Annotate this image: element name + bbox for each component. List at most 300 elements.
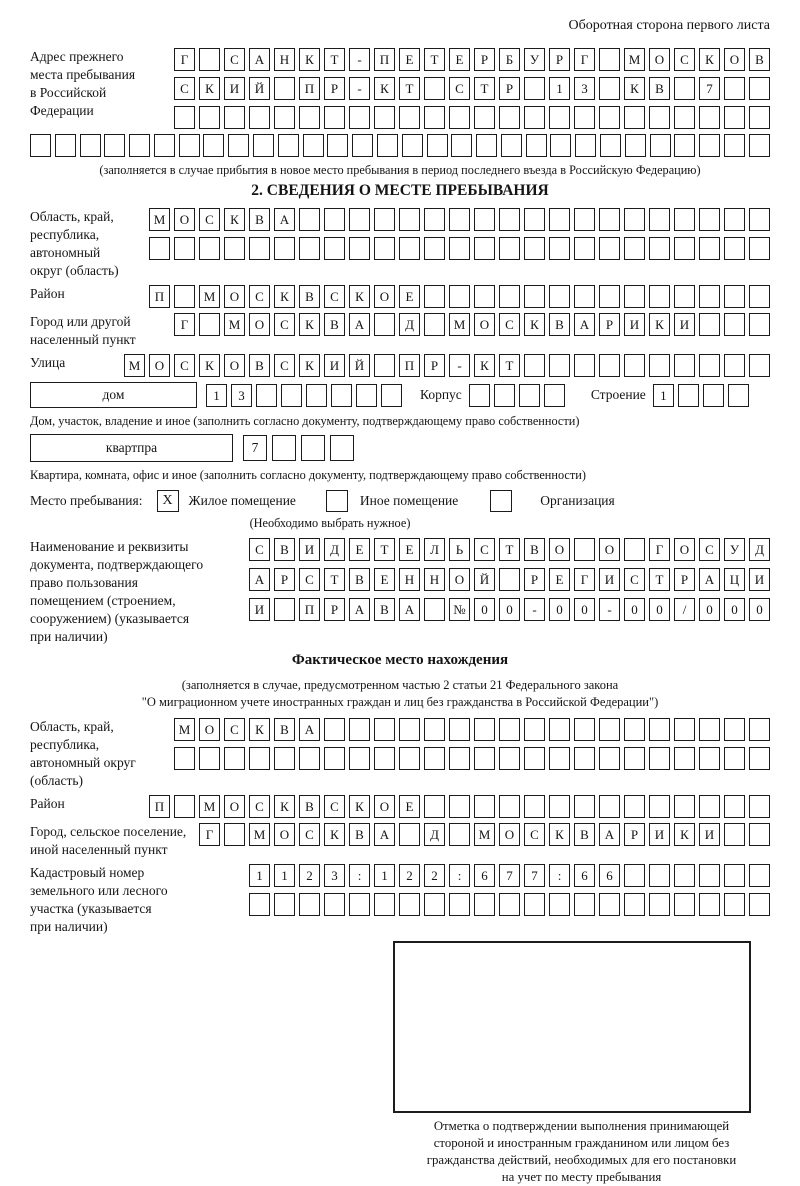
char-cell: К xyxy=(649,313,670,336)
char-cell: К xyxy=(199,77,220,100)
char-cell xyxy=(724,795,745,818)
char-cell: О xyxy=(374,795,395,818)
char-cell: 1 xyxy=(653,384,674,407)
char-cell xyxy=(174,237,195,260)
char-cell xyxy=(674,718,695,741)
char-cell: Н xyxy=(399,568,420,591)
char-cell xyxy=(301,435,325,461)
char-cell: К xyxy=(224,208,245,231)
char-cell: Г xyxy=(574,48,595,71)
char-cell: И xyxy=(649,823,670,846)
char-cell: Е xyxy=(549,568,570,591)
char-cell: Р xyxy=(424,354,445,377)
char-cell: Г xyxy=(174,48,195,71)
char-cell xyxy=(449,893,470,916)
char-row-kadastr-2 xyxy=(249,893,770,916)
char-cell: 1 xyxy=(274,864,295,887)
fact-raion-label: Район xyxy=(30,796,65,811)
char-cell xyxy=(574,718,595,741)
char-cell xyxy=(724,354,745,377)
char-cell: О xyxy=(199,718,220,741)
char-cell xyxy=(174,747,195,770)
char-cell: Ь xyxy=(449,538,470,561)
char-cell xyxy=(129,134,150,157)
char-cell xyxy=(299,237,320,260)
char-cell xyxy=(449,795,470,818)
char-cell: 0 xyxy=(699,598,720,621)
char-cell xyxy=(524,795,545,818)
char-cell: - xyxy=(524,598,545,621)
char-cell xyxy=(724,237,745,260)
char-cell: И xyxy=(699,823,720,846)
char-cell: Р xyxy=(549,48,570,71)
char-cell xyxy=(549,208,570,231)
char-cell xyxy=(574,285,595,308)
fact-title: Фактическое место нахождения xyxy=(291,652,509,668)
prev-address-block xyxy=(30,48,770,129)
char-cell xyxy=(469,384,490,407)
char-cell xyxy=(703,384,724,407)
char-cell: В xyxy=(299,795,320,818)
char-cell: В xyxy=(349,823,370,846)
char-cell: К xyxy=(274,285,295,308)
char-cell xyxy=(174,795,195,818)
char-cell xyxy=(649,893,670,916)
char-cell: С xyxy=(299,568,320,591)
option-label-organizatsiya: Организация xyxy=(540,493,615,508)
char-cell xyxy=(728,384,749,407)
char-cell: О xyxy=(224,354,245,377)
char-cell xyxy=(174,285,195,308)
char-cell: Г xyxy=(199,823,220,846)
char-cell xyxy=(474,237,495,260)
raion-label: Район xyxy=(30,286,65,301)
char-cell: К xyxy=(699,48,720,71)
char-cell xyxy=(399,893,420,916)
char-cell: Й xyxy=(349,354,370,377)
char-cell xyxy=(272,435,296,461)
char-cell: М xyxy=(124,354,145,377)
char-cell xyxy=(449,285,470,308)
char-cell: К xyxy=(274,795,295,818)
char-cell: Р xyxy=(274,568,295,591)
char-cell xyxy=(649,237,670,260)
char-cell xyxy=(724,864,745,887)
char-cell: 0 xyxy=(574,598,595,621)
char-cell: О xyxy=(374,285,395,308)
char-cell xyxy=(724,106,745,129)
char-cell: С xyxy=(249,285,270,308)
char-cell: П xyxy=(149,795,170,818)
char-cell xyxy=(544,384,565,407)
oblast-label: Область, край, республика, автономный округ (область) xyxy=(30,209,119,278)
char-cell: А xyxy=(699,568,720,591)
char-cell xyxy=(474,208,495,231)
char-cell xyxy=(449,237,470,260)
char-cell xyxy=(356,384,377,407)
char-cell: 7 xyxy=(499,864,520,887)
char-cell xyxy=(699,795,720,818)
char-cell: Д xyxy=(324,538,345,561)
char-cell xyxy=(501,134,522,157)
fact-oblast-block xyxy=(30,718,770,790)
char-cell xyxy=(399,208,420,231)
char-row-doc-1 xyxy=(249,538,770,561)
char-cell xyxy=(599,747,620,770)
char-cell xyxy=(624,747,645,770)
char-cell xyxy=(624,237,645,260)
char-cell: 0 xyxy=(649,598,670,621)
char-cell: 0 xyxy=(624,598,645,621)
char-cell xyxy=(327,134,348,157)
char-cell xyxy=(649,864,670,887)
char-cell: Г xyxy=(649,538,670,561)
char-cell xyxy=(519,384,540,407)
char-cell xyxy=(499,106,520,129)
char-cell xyxy=(724,285,745,308)
prev-address-note: (заполняется в случае прибытия в новое место пребывания в период последнего въезда в Российскую Федерацию) xyxy=(99,163,701,177)
char-cell: - xyxy=(449,354,470,377)
char-cell xyxy=(374,237,395,260)
char-cell xyxy=(352,134,373,157)
char-cell xyxy=(549,795,570,818)
char-cell: О xyxy=(274,823,295,846)
char-cell xyxy=(674,354,695,377)
char-cell xyxy=(600,134,621,157)
char-cell xyxy=(494,384,515,407)
char-cell xyxy=(424,598,445,621)
fact-note: (заполняется в случае, предусмотренном частью 2 статьи 21 Федерального закона "О миграционном учете иностранных граждан и лиц без гражданства в Российской Федерации") xyxy=(141,678,659,709)
char-cell xyxy=(224,823,245,846)
char-cell xyxy=(399,718,420,741)
char-cell xyxy=(199,313,220,336)
char-cell xyxy=(749,208,770,231)
char-row-doc-2 xyxy=(249,568,770,591)
char-cell: Е xyxy=(349,538,370,561)
char-cell: С xyxy=(274,313,295,336)
char-cell xyxy=(699,354,720,377)
prev-address-label: Адрес прежнего места пребывания в Российской Федерации xyxy=(30,49,136,118)
char-cell: О xyxy=(649,48,670,71)
char-cell xyxy=(424,893,445,916)
char-cell: 1 xyxy=(206,384,227,407)
char-cell: Н xyxy=(274,48,295,71)
char-cell xyxy=(424,718,445,741)
char-cell xyxy=(749,747,770,770)
char-cell: С xyxy=(299,823,320,846)
char-cell xyxy=(299,208,320,231)
char-cell xyxy=(749,354,770,377)
fact-oblast-label: Область, край, республика, автономный округ (область) xyxy=(30,719,136,788)
char-cell xyxy=(278,134,299,157)
char-cell xyxy=(549,285,570,308)
char-cell xyxy=(699,893,720,916)
char-cell: Р xyxy=(499,77,520,100)
char-cell: К xyxy=(474,354,495,377)
char-cell: В xyxy=(524,538,545,561)
char-cell xyxy=(549,718,570,741)
char-row-doc-3 xyxy=(249,598,770,621)
char-cell: Е xyxy=(399,285,420,308)
checkbox-organizatsiya xyxy=(490,490,512,512)
char-cell: С xyxy=(249,795,270,818)
char-cell xyxy=(449,823,470,846)
char-cell xyxy=(80,134,101,157)
char-cell xyxy=(574,237,595,260)
char-cell xyxy=(649,747,670,770)
char-row-raion xyxy=(149,285,770,308)
char-cell xyxy=(399,106,420,129)
char-cell xyxy=(574,795,595,818)
char-cell xyxy=(349,747,370,770)
char-cell xyxy=(331,384,352,407)
char-cell: К xyxy=(674,823,695,846)
char-cell xyxy=(324,237,345,260)
char-cell xyxy=(399,823,420,846)
char-cell xyxy=(499,718,520,741)
char-cell: Т xyxy=(324,568,345,591)
mesto-label: Место пребывания: xyxy=(30,493,143,508)
char-row-fact-oblast-2 xyxy=(174,747,770,770)
char-cell: П xyxy=(149,285,170,308)
char-row-gorod xyxy=(174,313,770,336)
char-cell: В xyxy=(349,568,370,591)
mesto-note: (Необходимо выбрать нужное) xyxy=(249,516,411,530)
char-cell: М xyxy=(149,208,170,231)
char-cell: О xyxy=(249,313,270,336)
char-row-fact-raion xyxy=(149,795,770,818)
char-cell: 2 xyxy=(399,864,420,887)
char-cell xyxy=(381,384,402,407)
char-row-fact-gorod xyxy=(199,823,770,846)
char-cell xyxy=(256,384,277,407)
char-cell xyxy=(674,795,695,818)
char-cell xyxy=(424,795,445,818)
char-cell xyxy=(674,134,695,157)
char-cell xyxy=(749,237,770,260)
char-cell xyxy=(749,893,770,916)
char-cell xyxy=(199,747,220,770)
char-cell xyxy=(550,134,571,157)
char-cell: Г xyxy=(174,313,195,336)
char-cell xyxy=(699,285,720,308)
char-cell xyxy=(574,106,595,129)
char-cell xyxy=(349,718,370,741)
char-cell xyxy=(249,237,270,260)
char-cell: М xyxy=(199,795,220,818)
char-cell xyxy=(524,285,545,308)
char-cell: С xyxy=(174,77,195,100)
char-cell: 6 xyxy=(599,864,620,887)
char-row-ulitsa xyxy=(124,354,770,377)
char-cell: К xyxy=(199,354,220,377)
char-cell xyxy=(274,747,295,770)
char-cell xyxy=(224,106,245,129)
char-cell xyxy=(499,208,520,231)
char-cell xyxy=(349,893,370,916)
char-cell: О xyxy=(149,354,170,377)
char-cell xyxy=(549,237,570,260)
char-cell: М xyxy=(174,718,195,741)
gorod-label: Город или другой населенный пункт xyxy=(30,314,136,347)
dom-box: дом xyxy=(30,382,197,408)
char-cell: Р xyxy=(474,48,495,71)
char-row-dom xyxy=(206,384,402,407)
char-cell xyxy=(55,134,76,157)
char-cell: Р xyxy=(324,77,345,100)
char-cell xyxy=(699,237,720,260)
char-cell xyxy=(674,285,695,308)
char-cell: А xyxy=(374,823,395,846)
char-cell xyxy=(674,747,695,770)
char-cell: С xyxy=(174,354,195,377)
char-cell: И xyxy=(674,313,695,336)
char-cell: Е xyxy=(399,538,420,561)
ulitsa-label: Улица xyxy=(30,355,66,370)
char-cell: 1 xyxy=(374,864,395,887)
char-cell: 6 xyxy=(574,864,595,887)
char-cell xyxy=(274,106,295,129)
char-cell xyxy=(154,134,175,157)
char-cell xyxy=(624,354,645,377)
char-cell: : xyxy=(349,864,370,887)
char-cell xyxy=(306,384,327,407)
char-cell xyxy=(324,718,345,741)
char-cell xyxy=(649,106,670,129)
char-cell xyxy=(274,77,295,100)
char-cell xyxy=(624,208,645,231)
char-cell xyxy=(476,134,497,157)
char-cell: Т xyxy=(649,568,670,591)
char-cell: Й xyxy=(474,568,495,591)
char-cell xyxy=(599,893,620,916)
char-cell: 1 xyxy=(249,864,270,887)
char-cell xyxy=(724,718,745,741)
char-cell: К xyxy=(624,77,645,100)
char-cell xyxy=(499,747,520,770)
char-cell xyxy=(624,893,645,916)
stamp-area xyxy=(393,941,770,1186)
char-cell xyxy=(349,237,370,260)
char-cell xyxy=(574,747,595,770)
char-cell: О xyxy=(599,538,620,561)
char-cell xyxy=(624,795,645,818)
kadastr-rows xyxy=(249,864,770,916)
char-cell: 0 xyxy=(549,598,570,621)
char-cell xyxy=(330,435,354,461)
char-cell: М xyxy=(474,823,495,846)
char-cell xyxy=(724,893,745,916)
char-cell xyxy=(474,893,495,916)
char-row-kadastr-1 xyxy=(249,864,770,887)
char-cell: П xyxy=(374,48,395,71)
char-cell: С xyxy=(624,568,645,591)
char-cell xyxy=(524,237,545,260)
char-cell xyxy=(274,598,295,621)
char-cell xyxy=(749,823,770,846)
char-cell: О xyxy=(549,538,570,561)
char-cell: Т xyxy=(424,48,445,71)
char-cell xyxy=(649,285,670,308)
prev-address-row4 xyxy=(30,134,770,157)
char-cell xyxy=(474,718,495,741)
char-cell xyxy=(749,77,770,100)
char-cell: О xyxy=(499,823,520,846)
char-cell xyxy=(674,77,695,100)
char-cell: В xyxy=(324,313,345,336)
char-cell xyxy=(203,134,224,157)
char-cell xyxy=(624,106,645,129)
char-cell xyxy=(724,823,745,846)
char-cell xyxy=(104,134,125,157)
char-cell: Д xyxy=(399,313,420,336)
char-cell xyxy=(499,237,520,260)
char-cell xyxy=(424,106,445,129)
char-cell xyxy=(724,747,745,770)
char-cell xyxy=(274,893,295,916)
char-cell xyxy=(249,893,270,916)
char-cell xyxy=(674,208,695,231)
raion-row-block xyxy=(30,285,770,308)
char-cell: А xyxy=(274,208,295,231)
char-cell: С xyxy=(674,48,695,71)
char-cell: П xyxy=(399,354,420,377)
char-cell: С xyxy=(224,718,245,741)
char-cell xyxy=(650,134,671,157)
char-cell xyxy=(624,718,645,741)
char-cell: У xyxy=(524,48,545,71)
char-cell xyxy=(299,106,320,129)
char-cell: У xyxy=(724,538,745,561)
char-cell xyxy=(649,354,670,377)
char-cell: Г xyxy=(574,568,595,591)
char-cell: С xyxy=(324,795,345,818)
char-cell: В xyxy=(249,208,270,231)
char-cell: А xyxy=(349,313,370,336)
char-cell: 2 xyxy=(424,864,445,887)
char-cell xyxy=(699,208,720,231)
char-row-oblast-1 xyxy=(149,208,770,231)
char-cell xyxy=(674,893,695,916)
char-cell: А xyxy=(599,823,620,846)
char-cell: Р xyxy=(674,568,695,591)
char-cell: О xyxy=(674,538,695,561)
doc-rows xyxy=(249,538,770,621)
char-cell xyxy=(374,354,395,377)
char-cell xyxy=(674,106,695,129)
fact-oblast-rows xyxy=(174,718,770,770)
char-cell: В xyxy=(549,313,570,336)
char-cell xyxy=(749,134,770,157)
char-cell: В xyxy=(374,598,395,621)
char-cell: Н xyxy=(424,568,445,591)
char-cell: В xyxy=(274,718,295,741)
char-cell: 3 xyxy=(574,77,595,100)
kadastr-block xyxy=(30,864,770,936)
char-cell: М xyxy=(249,823,270,846)
kvartira-note: Квартира, комната, офис и иное (заполнить согласно документу, подтверждающему право собственности) xyxy=(30,468,586,482)
char-cell xyxy=(724,208,745,231)
char-cell xyxy=(374,106,395,129)
char-cell: А xyxy=(249,48,270,71)
char-cell xyxy=(349,106,370,129)
char-row-prev-address-1 xyxy=(174,48,770,71)
char-cell: М xyxy=(199,285,220,308)
ulitsa-row-block xyxy=(30,354,770,377)
char-cell xyxy=(699,718,720,741)
char-cell xyxy=(724,134,745,157)
char-cell: И xyxy=(599,568,620,591)
